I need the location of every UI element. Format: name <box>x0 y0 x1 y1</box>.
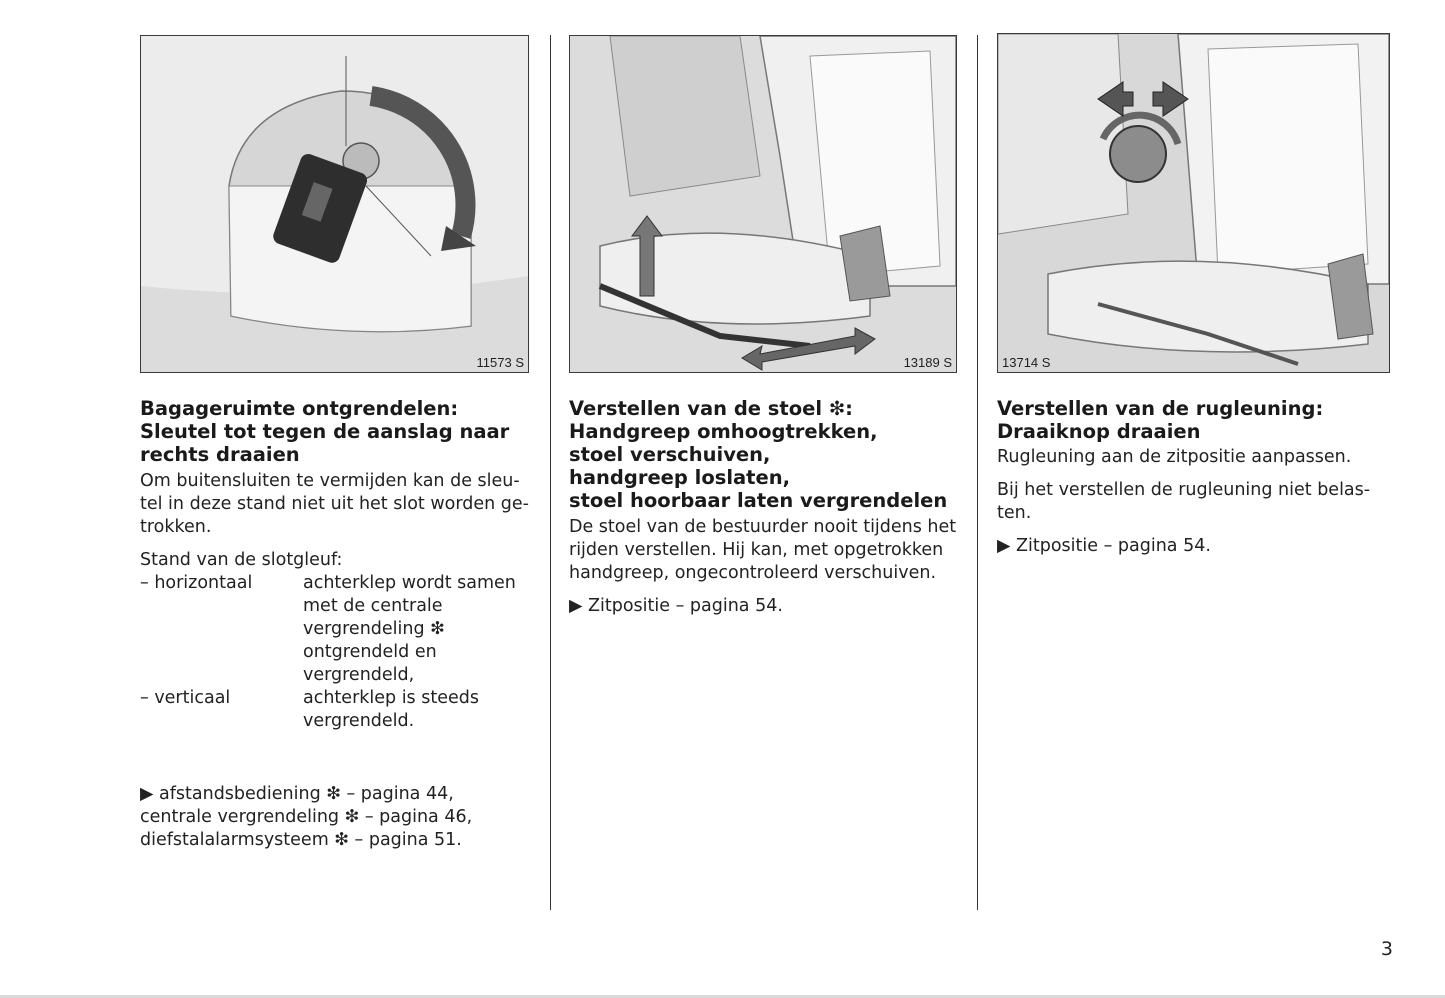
text-line: ontgrendeld en <box>303 642 437 662</box>
text-line: Om buitensluiten te vermijden kan de sleu- <box>140 471 520 491</box>
heading-line: Verstellen van de rugleuning: <box>997 397 1324 420</box>
figure-code: 13189 S <box>903 355 952 370</box>
text-line: ten. <box>997 503 1032 523</box>
seat-body-text <box>569 516 964 585</box>
slot-term-vertical: – verticaal <box>140 688 231 708</box>
heading-line: Sleutel tot tegen de aanslag naar <box>140 420 510 443</box>
seat-reference[interactable]: ▶ Zitpositie – pagina 54. <box>569 596 783 616</box>
reference-link[interactable]: ▶ afstandsbediening ❇ – pagina 44, <box>140 784 454 804</box>
backrest-caution-text <box>997 479 1392 525</box>
heading-line: stoel verschuiven, <box>569 443 771 466</box>
column-divider <box>550 35 551 910</box>
heading-trunk-unlock <box>140 397 530 466</box>
text-line: De stoel van de bestuurder nooit tijdens het <box>569 517 957 537</box>
heading-line: Draaiknop draaien <box>997 420 1201 443</box>
backrest-body-text: Rugleuning aan de zitpositie aanpassen. <box>997 447 1352 467</box>
trunk-body-text <box>140 470 530 539</box>
text-line: vergrendeling ❇ <box>303 619 445 639</box>
text-line: rijden verstellen. Hij kan, met opgetrokken <box>569 540 944 560</box>
text-line: achterklep wordt samen <box>303 573 516 593</box>
text-line: tel in deze stand niet uit het slot worden ge- <box>140 494 529 514</box>
backrest-reference[interactable]: ▶ Zitpositie – pagina 54. <box>997 536 1211 556</box>
figure-code: 11573 S <box>476 355 524 370</box>
trunk-references <box>140 783 530 852</box>
heading-line: rechts draaien <box>140 443 300 466</box>
page-number: 3 <box>1380 938 1393 960</box>
text-line: handgreep, ongecontroleerd verschuiven. <box>569 563 937 583</box>
text-line: met de centrale <box>303 596 443 616</box>
text-line: vergrendeld, <box>303 665 415 685</box>
slot-desc-vertical <box>303 687 479 733</box>
backrest-illustration <box>998 34 1389 372</box>
figure-code: 13714 S <box>1002 355 1051 370</box>
figure-seat-slide <box>569 35 957 373</box>
reference-link[interactable]: centrale vergrendeling ❇ – pagina 46, <box>140 807 473 827</box>
heading-line: stoel hoorbaar laten vergrendelen <box>569 489 948 512</box>
heading-seat-adjust <box>569 397 964 512</box>
reference-link[interactable]: diefstalalarmsysteem ❇ – pagina 51. <box>140 830 462 850</box>
heading-backrest-adjust <box>997 397 1392 443</box>
text-line: trokken. <box>140 517 212 537</box>
slot-term-horizontal: – horizontaal <box>140 573 253 593</box>
heading-line: Verstellen van de stoel ❇: <box>569 397 853 420</box>
text-line: achterklep is steeds <box>303 688 479 708</box>
seat-slide-illustration <box>570 36 956 372</box>
text-line: vergrendeld. <box>303 711 415 731</box>
heading-line: handgreep loslaten, <box>569 466 791 489</box>
figure-trunk-lock <box>140 35 529 373</box>
text-line: Bij het verstellen de rugleuning niet belas- <box>997 480 1371 500</box>
slot-desc-horizontal <box>303 572 516 687</box>
heading-line: Bagageruimte ontgrendelen: <box>140 397 459 420</box>
heading-line: Handgreep omhoogtrekken, <box>569 420 878 443</box>
slot-intro: Stand van de slotgleuf: <box>140 550 343 570</box>
trunk-lock-illustration <box>141 36 528 372</box>
column-divider <box>977 35 978 910</box>
figure-backrest-knob <box>997 33 1390 373</box>
